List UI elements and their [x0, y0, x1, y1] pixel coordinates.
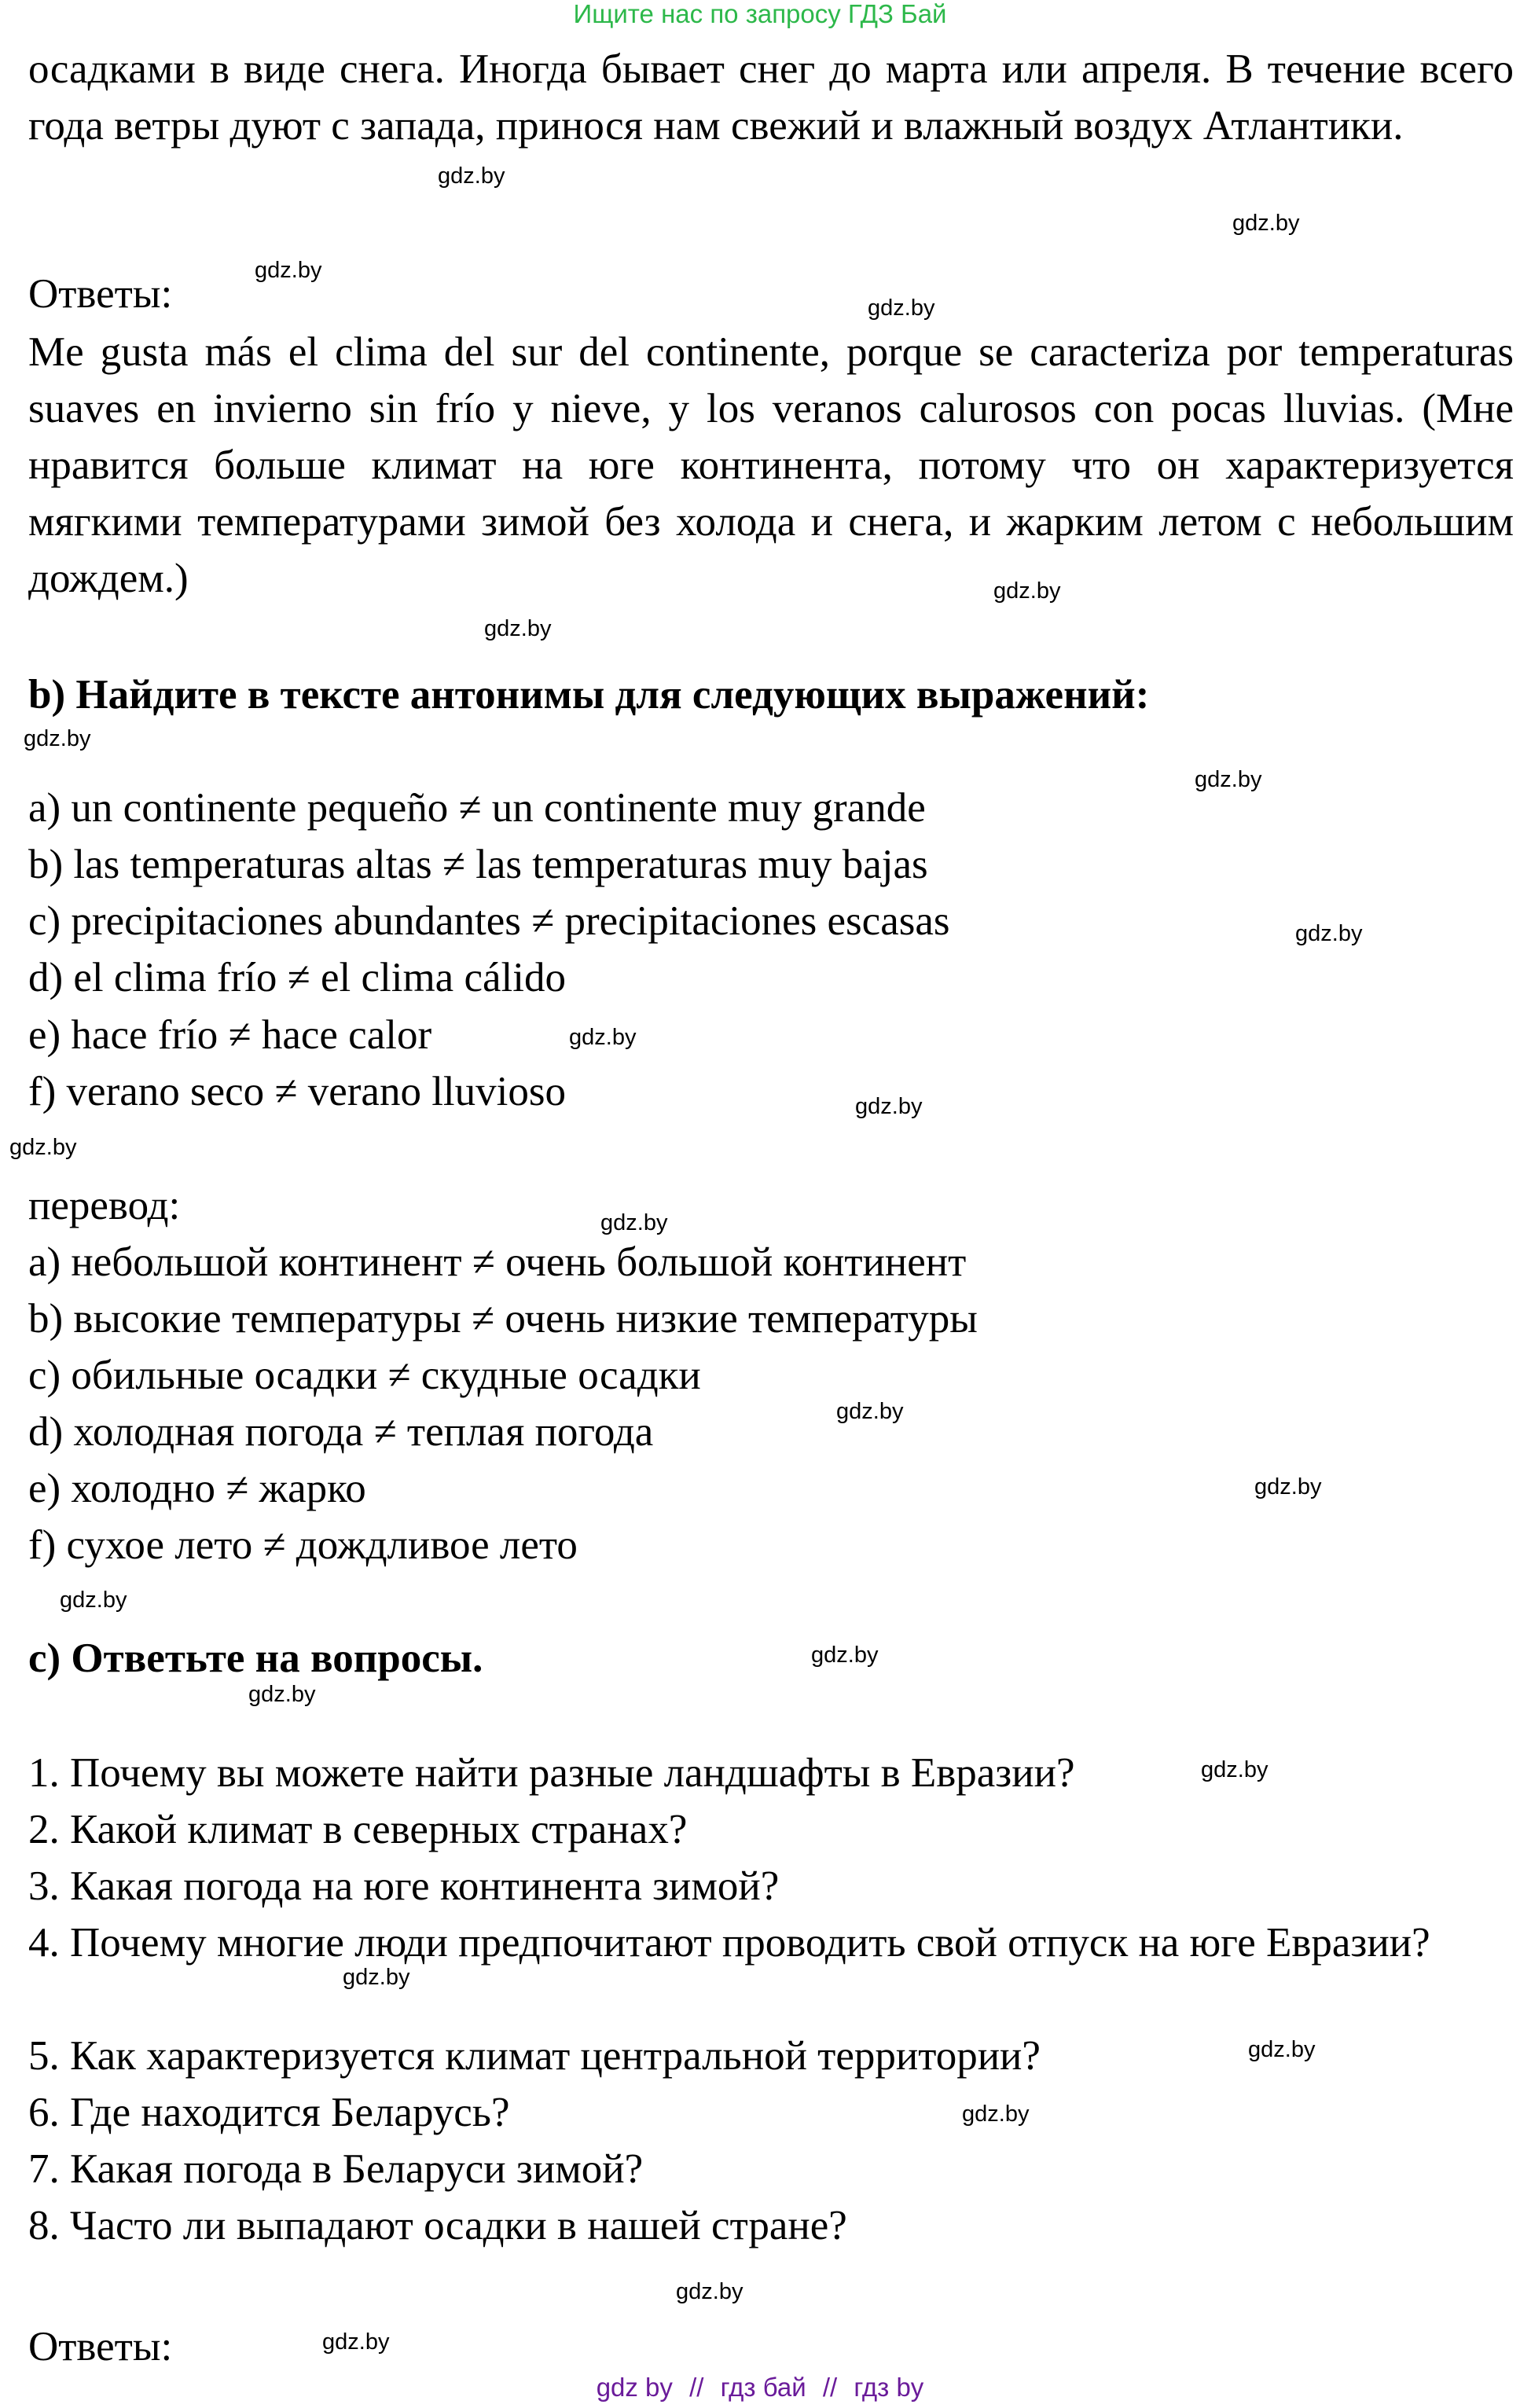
watermark: gdz.by — [1248, 2037, 1316, 2062]
intro-paragraph: осадками в виде снега. Иногда бывает снег до марта или апреля. В течение всего года ветры дуют с запада, принося нам свежий и влажный воздух Атлантики. — [28, 46, 1514, 149]
watermark: gdz.by — [248, 1682, 316, 1707]
watermark: gdz.by — [322, 2329, 390, 2355]
answers-label-2: Ответы: — [28, 2324, 173, 2369]
footer-links — [0, 2372, 1520, 2403]
watermark: gdz.by — [484, 616, 552, 641]
translation-label: перевод: — [28, 1183, 181, 1228]
footer-link-gdz-by[interactable]: gdz by — [596, 2373, 673, 2402]
footer-separator: // — [689, 2373, 704, 2402]
footer-separator: // — [822, 2373, 838, 2402]
watermark: gdz.by — [569, 1025, 637, 1050]
watermark: gdz.by — [962, 2101, 1030, 2127]
question-item: 7. Какая погода в Беларуси зимой? — [28, 2146, 644, 2192]
footer-link-gdz-bai[interactable]: гдз бай — [720, 2373, 806, 2402]
watermark: gdz.by — [343, 1965, 410, 1990]
watermark: gdz.by — [1295, 921, 1363, 946]
watermark: gdz.by — [676, 2279, 743, 2304]
watermark: gdz.by — [438, 163, 505, 189]
watermark: gdz.by — [1195, 767, 1262, 792]
question-item: 1. Почему вы можете найти разные ландшафты в Евразии? — [28, 1750, 1075, 1796]
header-search-link[interactable]: Ищите нас по запросу ГДЗ Бай — [573, 0, 947, 28]
antonym-item: f) verano seco ≠ verano lluvioso — [28, 1069, 567, 1114]
watermark: gdz.by — [9, 1135, 77, 1160]
translation-item: d) холодная погода ≠ теплая погода — [28, 1409, 654, 1455]
question-item: 5. Как характеризуется климат центральной территории? — [28, 2033, 1041, 2079]
translation-item: c) обильные осадки ≠ скудные осадки — [28, 1353, 701, 1398]
watermark: gdz.by — [1201, 1757, 1269, 1782]
question-item: 4. Почему многие люди предпочитают проводить свой отпуск на юге Евразии? — [28, 1920, 1430, 1966]
answers-label: Ответы: — [28, 271, 173, 317]
antonym-item: d) el clima frío ≠ el clima cálido — [28, 955, 566, 1000]
translation-item: b) высокие температуры ≠ очень низкие температуры — [28, 1296, 978, 1342]
question-item: 8. Часто ли выпадают осадки в нашей стране? — [28, 2203, 847, 2248]
watermark: gdz.by — [1232, 211, 1300, 236]
watermark: gdz.by — [811, 1643, 879, 1668]
antonym-item: c) precipitaciones abundantes ≠ precipitaciones escasas — [28, 898, 950, 944]
section-b-heading: b) Найдите в тексте антонимы для следующих выражений: — [28, 672, 1150, 718]
watermark: gdz.by — [1254, 1474, 1322, 1499]
question-item: 3. Какая погода на юге континента зимой? — [28, 1863, 780, 1909]
translation-item: a) небольшой континент ≠ очень большой континент — [28, 1239, 967, 1285]
watermark: gdz.by — [24, 726, 91, 751]
answers-paragraph: Me gusta más el clima del sur del continente, porque se caracteriza por temperaturas suaves en invierno sin frío y nieve, y los veranos calurosos con pocas lluvias. (Мне нравится больше климат на юге континента, потому что он характеризуется мягкими температурами зимой без холода и снега, и жарким летом с небольшим дождем.) — [28, 329, 1514, 601]
footer-link-gdz-by-cyr[interactable]: гдз by — [854, 2373, 924, 2402]
antonym-item: e) hace frío ≠ hace calor — [28, 1012, 432, 1058]
watermark: gdz.by — [993, 578, 1061, 604]
watermark: gdz.by — [855, 1094, 923, 1119]
section-c-heading: c) Ответьте на вопросы. — [28, 1635, 483, 1681]
question-item: 6. Где находится Беларусь? — [28, 2090, 510, 2135]
question-item: 2. Какой климат в северных странах? — [28, 1807, 688, 1852]
watermark: gdz.by — [836, 1399, 904, 1424]
watermark: gdz.by — [868, 295, 935, 321]
watermark: gdz.by — [60, 1588, 127, 1613]
watermark: gdz.by — [600, 1210, 668, 1235]
watermark: gdz.by — [255, 258, 322, 283]
antonym-item: b) las temperaturas altas ≠ las temperaturas muy bajas — [28, 842, 928, 887]
translation-item: f) сухое лето ≠ дождливое лето — [28, 1522, 578, 1568]
translation-item: e) холодно ≠ жарко — [28, 1466, 366, 1511]
antonym-item: a) un continente pequeño ≠ un continente muy grande — [28, 785, 926, 831]
